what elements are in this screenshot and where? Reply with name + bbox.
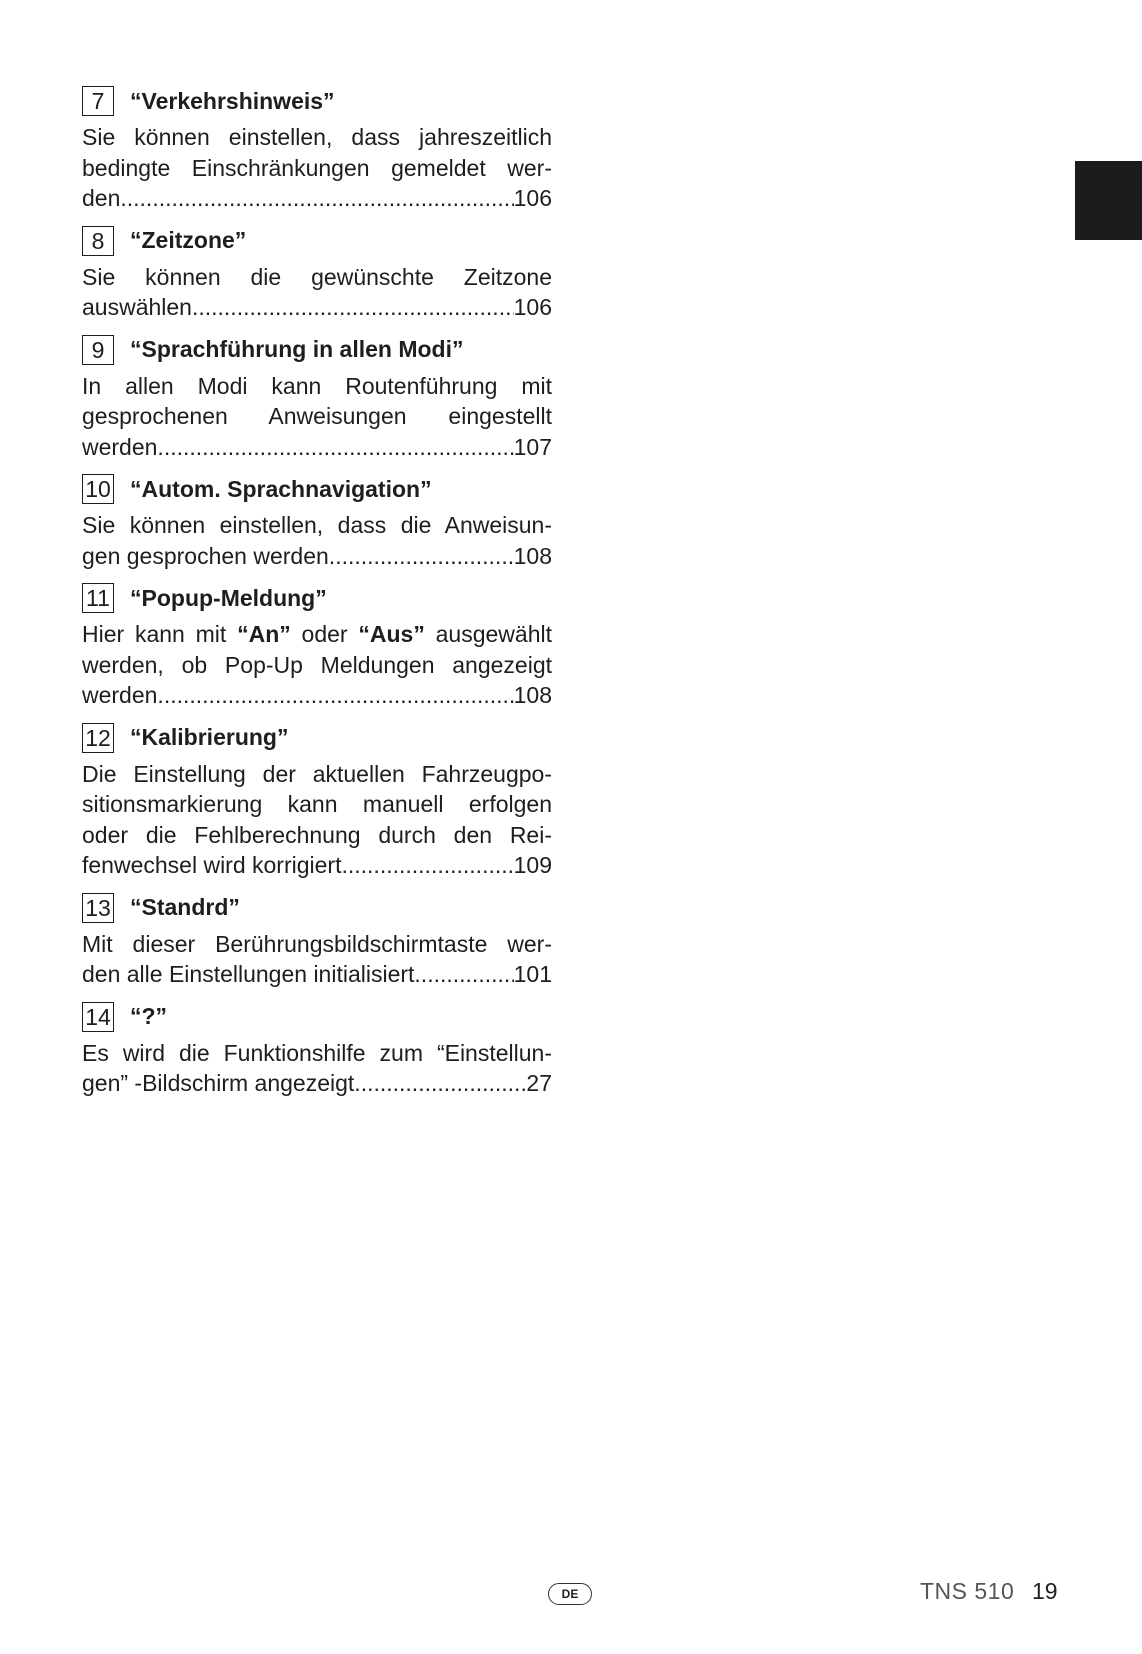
option-off-label: “Aus”: [358, 621, 425, 647]
entry-9: [82, 333, 552, 463]
entry-title: “Verkehrshinweis”: [130, 87, 335, 114]
page-reference: 27: [526, 1070, 552, 1096]
description-last-line: [82, 541, 552, 572]
description-line-text: den alle Einstellungen initialisiert: [82, 961, 415, 987]
entry-description: [82, 262, 552, 323]
item-number-box: 8: [82, 226, 114, 256]
entry-8: [82, 224, 552, 323]
dot-leader: [198, 292, 513, 323]
text-fragment: ausgewählt: [424, 621, 552, 647]
entry-11: [82, 581, 552, 711]
page-number: 19: [1032, 1578, 1058, 1604]
entry-13: [82, 891, 552, 990]
entry-header: [82, 721, 552, 755]
description-line-text: gen” -Bildschirm angezeigt.: [82, 1070, 361, 1096]
entry-header: [82, 224, 552, 258]
item-number-box: 10: [82, 474, 114, 504]
page-reference: 107: [513, 433, 552, 460]
description-last-line: [82, 183, 552, 214]
entry-title: “Sprachführung in allen Modi”: [130, 336, 464, 362]
description-line-text: werden.: [82, 682, 164, 708]
entry-7: [82, 84, 552, 214]
entry-description: [82, 929, 552, 990]
entry-title: “Zeitzone”: [130, 227, 247, 253]
entry-description: [82, 619, 552, 711]
language-badge: DE: [548, 1583, 592, 1605]
entry-title: “?”: [130, 1003, 168, 1029]
entry-header: [82, 333, 552, 367]
entry-description: [82, 510, 552, 571]
description-line-text: fenwechsel wird korrigiert.: [82, 852, 348, 878]
entry-header: [82, 84, 552, 118]
item-number-box: 9: [82, 335, 114, 365]
dot-leader: [335, 541, 513, 572]
description-line: In allen Modi kann Routenführung mit: [82, 372, 552, 399]
description-line-text: den: [82, 185, 121, 211]
description-line: bedingte Einschränkungen gemeldet wer-: [82, 154, 552, 181]
description-line: Sie können einstellen, dass jahreszeitlich: [82, 124, 552, 150]
text-fragment: oder: [290, 621, 359, 647]
description-last-line: [82, 432, 552, 463]
entry-description: [82, 759, 552, 881]
entry-14: [82, 1000, 552, 1099]
description-line: sitionsmarkierung kann manuell erfolgen: [82, 791, 552, 817]
page-reference: 106: [513, 294, 552, 320]
option-on-label: “An”: [237, 621, 291, 647]
description-line-text: auswählen.: [82, 294, 199, 320]
item-number-box: 11: [82, 583, 114, 613]
entry-title: “Autom. Sprachnavigation”: [130, 475, 432, 502]
text-fragment: Hier kann mit: [82, 621, 238, 647]
entry-12: [82, 721, 552, 881]
entry-title: “Popup-Meldung”: [130, 584, 327, 611]
settings-entry-list: [82, 84, 552, 1109]
entry-header: [82, 891, 552, 925]
description-line: Mit dieser Berührungsbildschirmtaste wer-: [82, 930, 552, 957]
page-reference: 109: [513, 852, 552, 878]
item-number-box: 12: [82, 723, 114, 753]
entry-title: “Kalibrierung”: [130, 724, 289, 750]
description-line: werden, ob Pop-Up Meldungen angezeigt: [82, 651, 552, 678]
language-section-tab: [1075, 161, 1142, 240]
description-line-text: gen gesprochen werden.: [82, 542, 336, 569]
entry-description: [82, 1038, 552, 1099]
entry-header: [82, 581, 552, 615]
page-reference: 101: [513, 961, 552, 987]
dot-leader: [164, 432, 514, 463]
entry-header: [82, 1000, 552, 1034]
description-last-line: [82, 959, 552, 990]
entry-title: “Standrd”: [130, 894, 240, 920]
description-line: Sie können einstellen, dass die Anweisun-: [82, 512, 552, 538]
item-number-box: 13: [82, 893, 114, 923]
page-reference: 108: [513, 682, 552, 708]
dot-leader: [164, 680, 514, 711]
description-last-line: [82, 850, 552, 881]
item-number-box: 7: [82, 86, 114, 116]
page-reference: 108: [513, 542, 552, 569]
description-last-line: [82, 680, 552, 711]
dot-leader: [361, 1068, 527, 1099]
item-number-box: 14: [82, 1002, 114, 1032]
description-line-mixed: [82, 619, 552, 650]
description-line-text: werden.: [82, 433, 164, 460]
description-last-line: [82, 1068, 552, 1099]
entry-description: [82, 371, 552, 463]
dot-leader: [348, 850, 514, 881]
dot-leader: [414, 959, 513, 990]
entry-description: [82, 122, 552, 214]
entry-10: [82, 472, 552, 571]
description-line: Es wird die Funktionshilfe zum “Einstellun-: [82, 1039, 552, 1066]
model-name: TNS 510: [920, 1578, 1015, 1604]
entry-header: [82, 472, 552, 506]
dot-leader: [120, 183, 513, 214]
description-last-line: [82, 292, 552, 323]
description-line: gesprochenen Anweisungen eingestellt: [82, 403, 552, 429]
description-line: Sie können die gewünschte Zeitzone: [82, 263, 552, 290]
page-reference: 106: [513, 185, 552, 211]
description-line: Die Einstellung der aktuellen Fahrzeugpo-: [82, 760, 552, 787]
description-line: oder die Fehlberechnung durch den Rei-: [82, 821, 552, 848]
